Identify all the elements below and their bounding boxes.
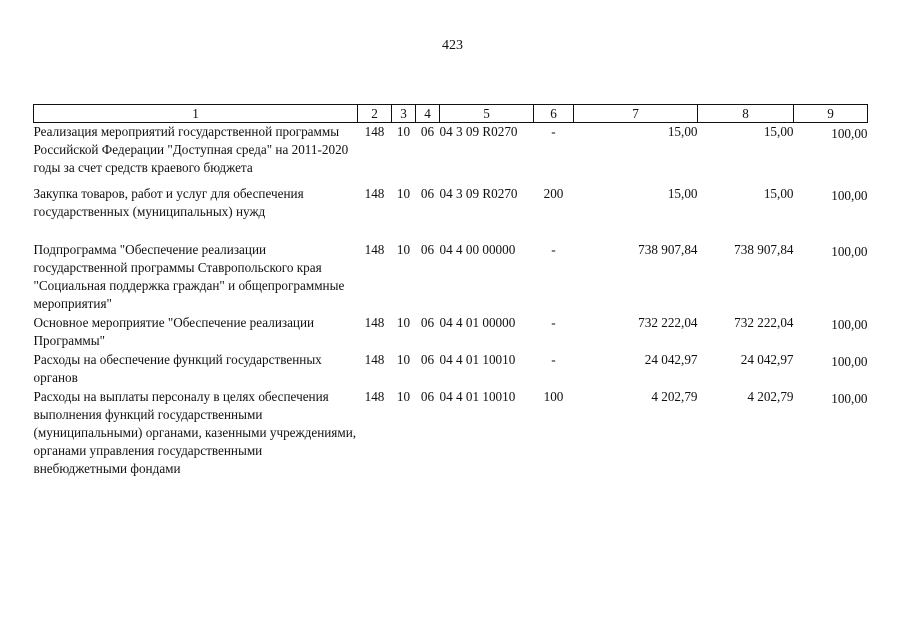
col-header-6: 6 xyxy=(534,105,574,123)
ministry-code: 148 xyxy=(364,242,385,257)
section-code: 10 xyxy=(396,124,411,139)
section-code: 10 xyxy=(396,242,411,257)
executed-amount: 15,00 xyxy=(763,124,794,139)
subsection-code: 06 xyxy=(420,186,435,201)
page-number: 423 xyxy=(442,38,463,53)
section-code: 10 xyxy=(396,186,411,201)
subsection-code: 06 xyxy=(420,315,435,330)
col-header-9: 9 xyxy=(794,105,868,123)
section-code: 10 xyxy=(396,352,411,367)
target-article-code: 04 3 09 R0270 xyxy=(439,124,518,139)
executed-amount: 732 222,04 xyxy=(734,315,794,330)
expense-name: Реализация мероприятий государственной программы Российской Федерации "Доступная среда" на 2011-2020 годы за счет средств краевого бюджета xyxy=(33,124,349,175)
col-header-1: 1 xyxy=(34,105,358,123)
expense-type-code: - xyxy=(551,352,556,367)
expense-type-code: - xyxy=(551,124,556,139)
col-header-4: 4 xyxy=(416,105,440,123)
expense-type-code: 200 xyxy=(543,186,564,201)
execution-percent: 100,00 xyxy=(831,354,868,369)
planned-amount: 24 042,97 xyxy=(644,352,698,367)
section-code: 10 xyxy=(396,389,411,404)
expense-name: Подпрограмма "Обеспечение реализации государственной программы Ставропольского края "Социальная поддержка граждан" и общепрограммные мероприятия" xyxy=(33,242,345,311)
expense-name: Закупка товаров, работ и услуг для обеспечения государственных (муниципальных) нужд xyxy=(33,186,304,219)
expense-type-code: - xyxy=(551,315,556,330)
expense-name: Основное мероприятие "Обеспечение реализации Программы" xyxy=(33,315,315,348)
col-header-7: 7 xyxy=(574,105,698,123)
planned-amount: 732 222,04 xyxy=(638,315,698,330)
ministry-code: 148 xyxy=(364,124,385,139)
planned-amount: 15,00 xyxy=(667,186,698,201)
executed-amount: 15,00 xyxy=(763,186,794,201)
target-article-code: 04 4 00 00000 xyxy=(439,242,516,257)
subsection-code: 06 xyxy=(420,352,435,367)
target-article-code: 04 4 01 10010 xyxy=(439,352,516,367)
column-number-header-row xyxy=(34,105,868,123)
table-row xyxy=(34,241,868,314)
table-row xyxy=(34,123,868,186)
subsection-code: 06 xyxy=(420,242,435,257)
execution-percent: 100,00 xyxy=(831,244,868,259)
ministry-code: 148 xyxy=(364,352,385,367)
execution-percent: 100,00 xyxy=(831,391,868,406)
executed-amount: 4 202,79 xyxy=(747,389,794,404)
budget-table xyxy=(33,104,868,478)
expense-type-code: 100 xyxy=(543,389,564,404)
col-header-8: 8 xyxy=(698,105,794,123)
execution-percent: 100,00 xyxy=(831,188,868,203)
ministry-code: 148 xyxy=(364,315,385,330)
target-article-code: 04 4 01 10010 xyxy=(439,389,516,404)
section-code: 10 xyxy=(396,315,411,330)
table-row xyxy=(34,388,868,478)
col-header-5: 5 xyxy=(440,105,534,123)
executed-amount: 738 907,84 xyxy=(734,242,794,257)
execution-percent: 100,00 xyxy=(831,126,868,141)
target-article-code: 04 4 01 00000 xyxy=(439,315,516,330)
execution-percent: 100,00 xyxy=(831,317,868,332)
ministry-code: 148 xyxy=(364,186,385,201)
executed-amount: 24 042,97 xyxy=(740,352,794,367)
subsection-code: 06 xyxy=(420,124,435,139)
table-row xyxy=(34,314,868,351)
planned-amount: 15,00 xyxy=(667,124,698,139)
subsection-code: 06 xyxy=(420,389,435,404)
planned-amount: 4 202,79 xyxy=(651,389,698,404)
table-row xyxy=(34,185,868,241)
col-header-2: 2 xyxy=(358,105,392,123)
table-row xyxy=(34,351,868,388)
planned-amount: 738 907,84 xyxy=(638,242,698,257)
expense-name: Расходы на обеспечение функций государственных органов xyxy=(33,352,322,385)
ministry-code: 148 xyxy=(364,389,385,404)
expense-type-code: - xyxy=(551,242,556,257)
col-header-3: 3 xyxy=(392,105,416,123)
target-article-code: 04 3 09 R0270 xyxy=(439,186,518,201)
expense-name: Расходы на выплаты персоналу в целях обеспечения выполнения функций государственными (муниципальными) органами, казенными учреждениями, органами управления государственными внебюджетными фондами xyxy=(33,389,357,476)
